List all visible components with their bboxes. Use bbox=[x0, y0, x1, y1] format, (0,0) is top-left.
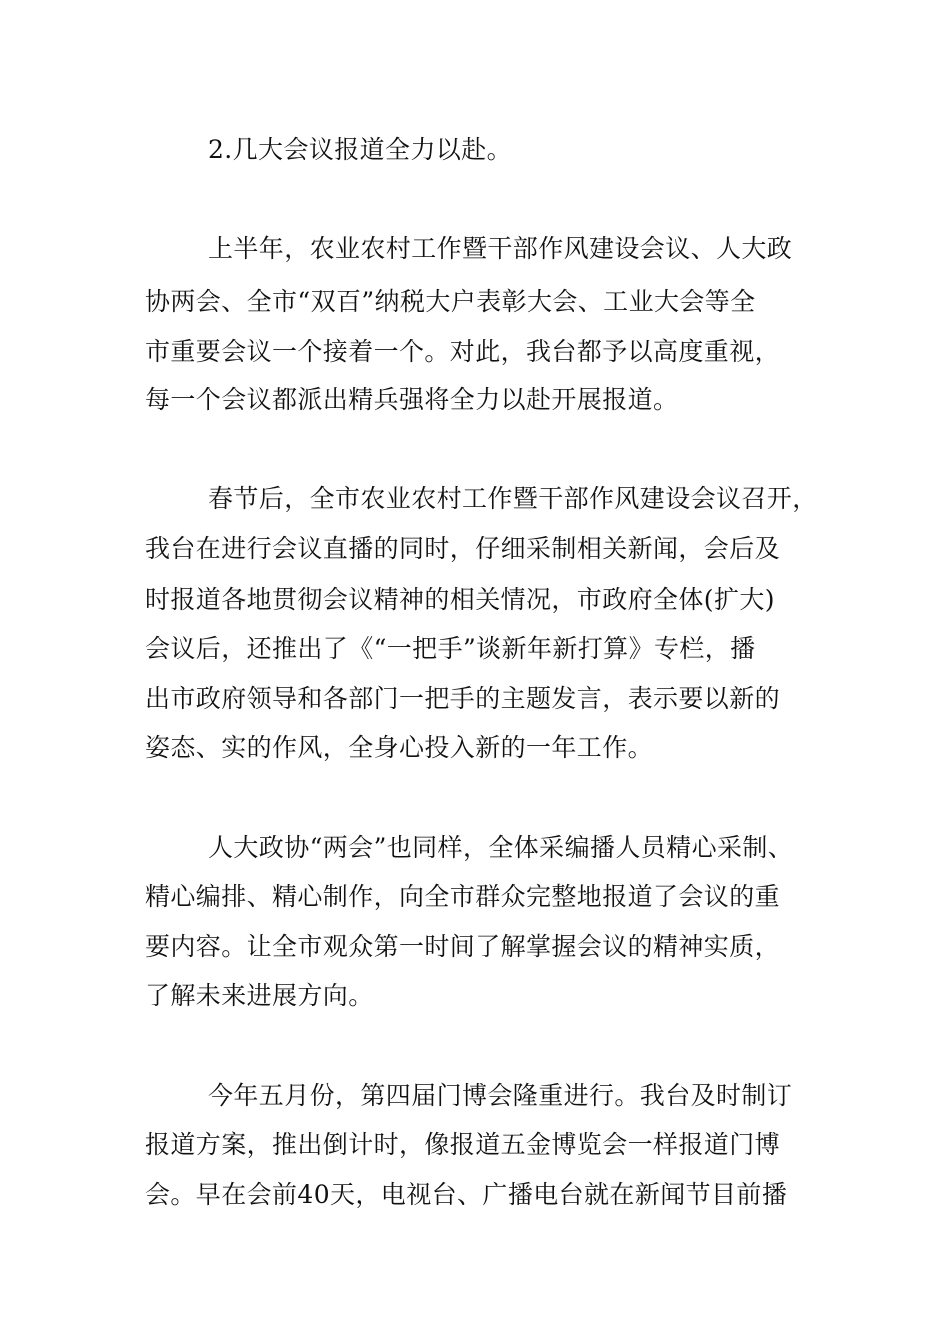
paragraph-line: 报道方案，推出倒计时，像报道五金博览会一样报道门博 bbox=[145, 1130, 781, 1159]
paragraph-line: 精心编排、精心制作，向全市群众完整地报道了会议的重 bbox=[145, 882, 781, 911]
paragraph-line: 姿态、实的作风，全身心投入新的一年工作。 bbox=[145, 733, 654, 762]
paragraph-line: 今年五月份，第四届门博会隆重进行。我台及时制订 bbox=[208, 1081, 793, 1110]
paragraph-line: 会。早在会前40天，电视台、广播电台就在新闻节目前播 bbox=[145, 1180, 788, 1209]
paragraph-line: 会议后，还推出了《“一把手”谈新年新打算》专栏，播 bbox=[145, 634, 756, 663]
paragraph-line: 人大政协“两会”也同样，全体采编播人员精心采制、 bbox=[208, 833, 794, 862]
paragraph-line: 市重要会议一个接着一个。对此，我台都予以高度重视， bbox=[145, 337, 781, 366]
paragraph-line: 春节后，全市农业农村工作暨干部作风建设会议召开， bbox=[208, 484, 818, 513]
paragraph-line: 每一个会议都派出精兵强将全力以赴开展报道。 bbox=[145, 385, 679, 414]
paragraph-line: 时报道各地贯彻会议精神的相关情况，市政府全体(扩大) bbox=[145, 585, 775, 614]
paragraph-line: 协两会、全市“双百”纳税大户表彰大会、工业大会等全 bbox=[145, 287, 756, 316]
paragraph-line: 了解未来进展方向。 bbox=[145, 981, 374, 1010]
paragraph-line: 我台在进行会议直播的同时，仔细采制相关新闻，会后及 bbox=[145, 534, 781, 563]
section-heading: 2.几大会议报道全力以赴。 bbox=[208, 135, 513, 164]
paragraph-line: 要内容。让全市观众第一时间了解掌握会议的精神实质， bbox=[145, 932, 781, 961]
paragraph-line: 出市政府领导和各部门一把手的主题发言，表示要以新的 bbox=[145, 684, 781, 713]
paragraph-line: 上半年，农业农村工作暨干部作风建设会议、人大政 bbox=[208, 234, 793, 263]
